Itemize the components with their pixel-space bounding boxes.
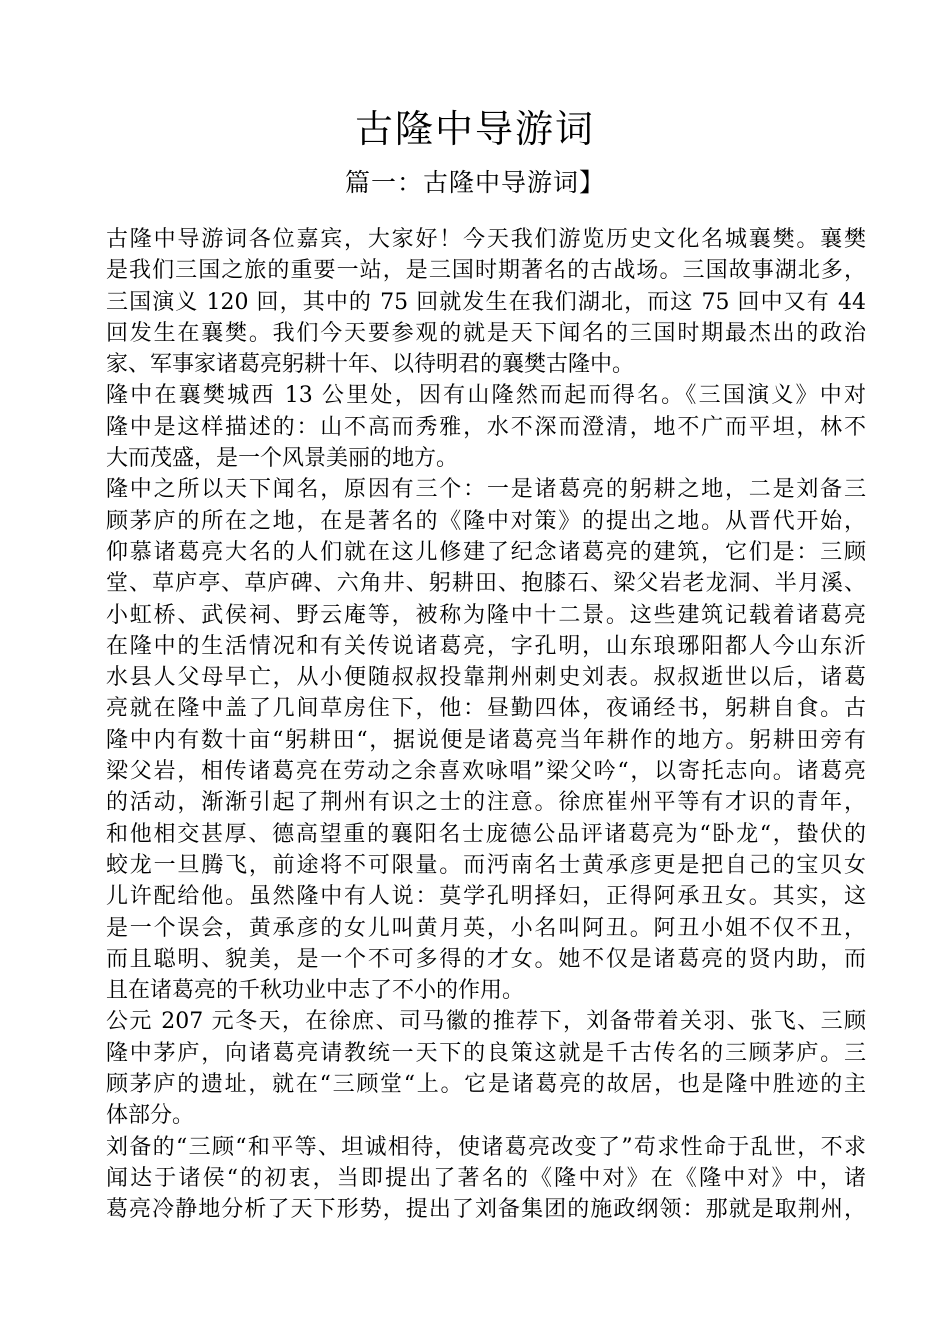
text-line: 体部分。 <box>106 1103 195 1129</box>
text-line: 隆中是这样描述的：山不高而秀雅，水不深而澄清，地不广而平坦，林不 <box>106 414 866 440</box>
section-heading: 篇一：古隆中导游词】 <box>344 168 605 197</box>
text-line: 在隆中的生活情况和有关传说诸葛亮，字孔明，山东琅琊阳都人今山东沂 <box>106 633 866 659</box>
text-line: 仰慕诸葛亮大名的人们就在这儿修建了纪念诸葛亮的建筑，它们是：三顾 <box>106 539 866 565</box>
text-line: 隆中内有数十亩“躬耕田“，据说便是诸葛亮当年耕作的地方。躬耕田旁有 <box>106 727 866 753</box>
text-line: 是一个误会，黄承彦的女儿叫黄月英，小名叫阿丑。阿丑小姐不仅不丑， <box>106 915 866 941</box>
text-line: 刘备的“三顾“和平等、坦诚相待，使诸葛亮改变了”苟求性命于乱世，不求 <box>106 1134 866 1160</box>
text-line: 顾茅庐的所在之地，在是著名的《隆中对策》的提出之地。从晋代开始， <box>106 508 866 534</box>
text-line: 公元 207 元冬天，在徐庶、司马徽的推荐下，刘备带着关羽、张飞、三顾 <box>106 1009 866 1035</box>
text-line: 家、军事家诸葛亮躬耕十年、以待明君的襄樊古隆中。 <box>106 352 635 378</box>
document-title: 古隆中导游词 <box>354 107 595 151</box>
text-line: 回发生在襄樊。我们今天要参观的就是天下闻名的三国时期最杰出的政治 <box>106 320 866 346</box>
text-line: 堂、草庐亭、草庐碑、六角井、躬耕田、抱膝石、梁父岩老龙洞、半月溪、 <box>106 571 866 597</box>
text-line: 和他相交甚厚、德高望重的襄阳名士庞德公品评诸葛亮为“卧龙“，蛰伏的 <box>106 821 866 847</box>
text-line: 隆中在襄樊城西 13 公里处，因有山隆然而起而得名。《三国演义》中对 <box>106 383 866 409</box>
document-body <box>106 224 866 1226</box>
text-line: 蛟龙一旦腾飞，前途将不可限量。而沔南名士黄承彦更是把自己的宝贝女 <box>106 852 866 878</box>
text-line: 而且聪明、貌美，是一个不可多得的才女。她不仅是诸葛亮的贤内助，而 <box>106 946 866 972</box>
text-line: 古隆中导游词各位嘉宾，大家好！今天我们游览历史文化名城襄樊。襄樊 <box>106 227 866 252</box>
text-line: 的活动，渐渐引起了荆州有识之士的注意。徐庶崔州平等有才识的青年， <box>106 790 866 816</box>
text-line: 顾茅庐的遗址，就在“三顾堂“上。它是诸葛亮的故居，也是隆中胜迹的主 <box>106 1072 866 1098</box>
text-line: 水县人父母早亡，从小便随叔叔投靠荆州刺史刘表。叔叔逝世以后，诸葛 <box>106 665 866 691</box>
text-line: 隆中茅庐，向诸葛亮请教统一天下的良策这就是千古传名的三顾茅庐。三 <box>106 1040 866 1066</box>
text-line: 且在诸葛亮的千秋功业中志了不小的作用。 <box>106 978 525 1004</box>
text-line: 亮就在隆中盖了几间草房住下，他：昼勤四体，夜诵经书，躬耕自食。古 <box>106 696 866 722</box>
text-line: 隆中之所以天下闻名，原因有三个：一是诸葛亮的躬耕之地，二是刘备三 <box>106 477 866 503</box>
text-line: 葛亮冷静地分析了天下形势，提出了刘备集团的施政纲领：那就是取荆州， <box>106 1197 866 1223</box>
text-line: 儿许配给他。虽然隆中有人说：莫学孔明择妇，正得阿承丑女。其实，这 <box>106 884 866 910</box>
text-line: 闻达于诸侯“的初衷，当即提出了著名的《隆中对》在《隆中对》中，诸 <box>106 1165 866 1191</box>
text-line: 梁父岩，相传诸葛亮在劳动之余喜欢咏唱”梁父吟“，以寄托志向。诸葛亮 <box>106 759 866 785</box>
text-line: 小虹桥、武侯祠、野云庵等，被称为隆中十二景。这些建筑记载着诸葛亮 <box>106 602 866 628</box>
text-line: 大而茂盛，是一个风景美丽的地方。 <box>106 446 459 472</box>
text-line: 是我们三国之旅的重要一站，是三国时期著名的古战场。三国故事湖北多， <box>106 258 866 284</box>
text-line: 三国演义 120 回，其中的 75 回就发生在我们湖北，而这 75 回中又有 44 <box>106 289 866 315</box>
